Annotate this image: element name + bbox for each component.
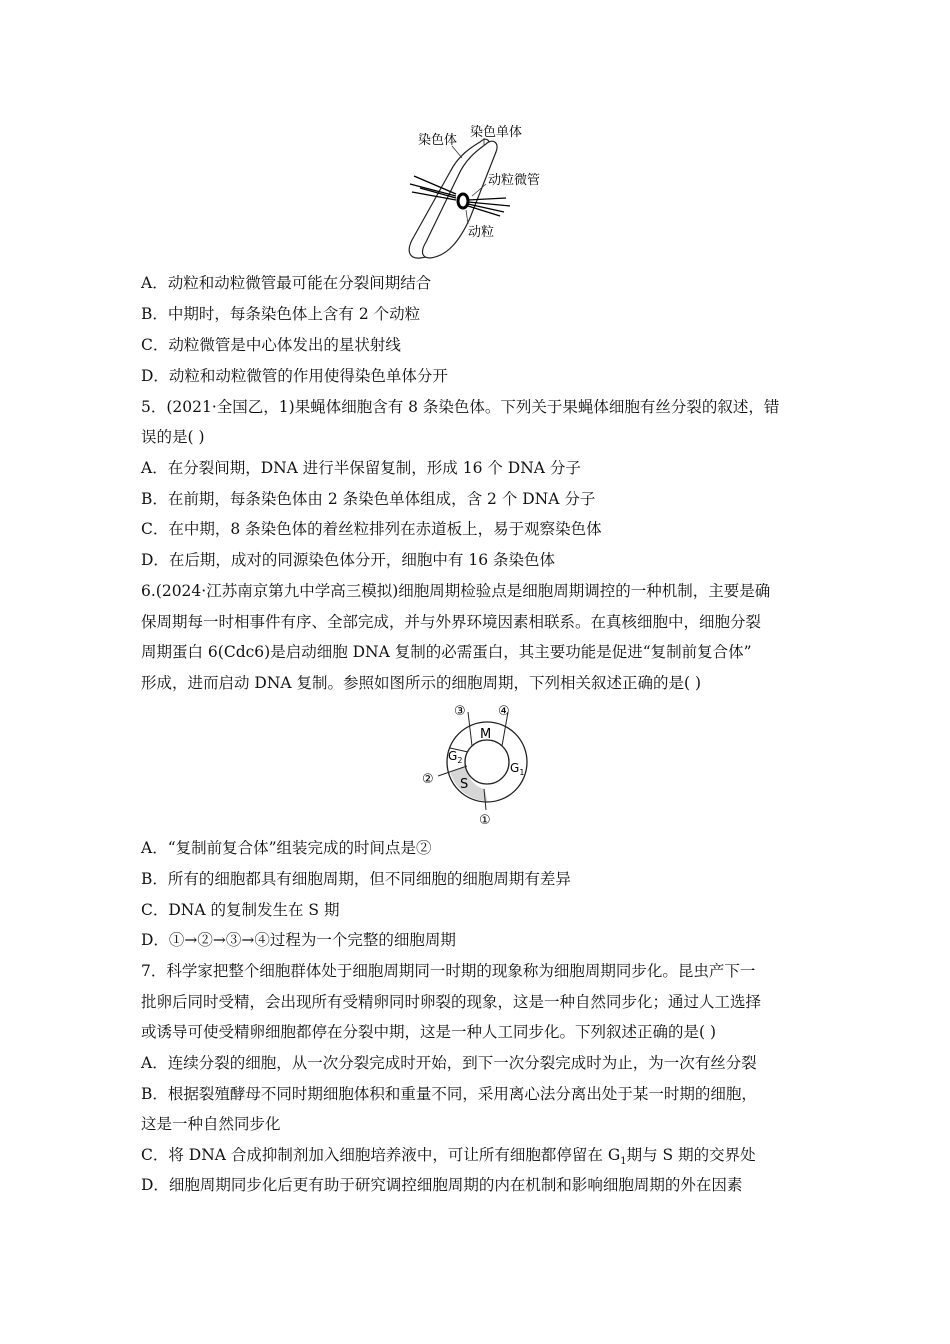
label-microtubule: 动粒微管 [488, 173, 541, 188]
q5-stem-line2: 误的是( ) [141, 428, 205, 446]
q7-option-c-sub: 1 [620, 1156, 627, 1168]
q6-stem-line1: 6.(2024·江苏南京第九中学高三模拟)细胞周期检验点是细胞周期调控的一种机制，主要是确 [141, 582, 771, 600]
q6-option-a: A．“复制前复合体”组装完成的时间点是② [141, 839, 432, 857]
label-chromosome: 染色体 [418, 133, 458, 148]
q4-option-c: C．动粒微管是中心体发出的星状射线 [141, 336, 401, 354]
q5-option-d: D．在后期，成对的同源染色体分开，细胞中有 16 条染色体 [141, 551, 556, 569]
chromosome-figure [400, 118, 560, 266]
q7-option-d: D．细胞周期同步化后更有助于研究调控细胞周期的内在机制和影响细胞周期的外在因素 [141, 1176, 743, 1194]
q4-option-a: A．动粒和动粒微管最可能在分裂间期结合 [141, 274, 432, 292]
q6-stem-line3: 周期蛋白 6(Cdc6)是启动细胞 DNA 复制的必需蛋白，其主要功能是促进“复制前复合体” [141, 643, 752, 661]
point-2-label: ② [422, 772, 434, 787]
label-chromatid: 染色单体 [470, 125, 523, 140]
q7-option-b-line2: 这是一种自然同步化 [141, 1115, 281, 1133]
q6-stem-line2: 保周期每一时相事件有序、全部完成，并与外界环境因素相联系。在真核细胞中，细胞分裂 [141, 613, 762, 631]
q5-option-c: C．在中期，8 条染色体的着丝粒排列在赤道板上，易于观察染色体 [141, 520, 602, 538]
inner-ring [465, 740, 509, 784]
phase-s-label: S [460, 777, 469, 792]
q6-option-c: C．DNA 的复制发生在 S 期 [141, 901, 340, 919]
q7-option-c-post: 期与 S 期的交界处 [626, 1146, 756, 1164]
phase-g1-label: $G_1$ [510, 761, 525, 777]
point-1-label: ① [479, 813, 491, 828]
q4-option-d: D．动粒和动粒微管的作用使得染色单体分开 [141, 367, 448, 385]
q7-option-b-line1: B．根据裂殖酵母不同时期细胞体积和重量不同，采用离心法分离出处于某一时期的细胞， [141, 1085, 757, 1103]
phase-g2-label: $G_2$ [448, 749, 463, 765]
point-3-label: ③ [454, 704, 466, 719]
q7-option-a: A．连续分裂的细胞，从一次分裂完成时开始，到下一次分裂完成时为止，为一次有丝分裂 [141, 1054, 757, 1072]
q7-option-c-pre: C．将 DNA 合成抑制剂加入细胞培养液中，可让所有细胞都停留在 G [141, 1146, 621, 1164]
q7-option-c [141, 1144, 756, 1166]
q6-option-b: B．所有的细胞都具有细胞周期，但不同细胞的细胞周期有差异 [141, 870, 571, 888]
label-kinetochore: 动粒 [468, 225, 495, 240]
q5-option-b: B．在前期，每条染色体由 2 条染色单体组成，含 2 个 DNA 分子 [141, 490, 596, 508]
cell-cycle-figure [410, 700, 540, 830]
q7-stem-line1: 7．科学家把整个细胞群体处于细胞周期同一时期的现象称为细胞周期同步化。昆虫产下一 [141, 962, 756, 980]
q5-stem-line1: 5．(2021·全国乙，1)果蝇体细胞含有 8 条染色体。下列关于果蝇体细胞有丝分裂的叙述，错 [141, 398, 780, 416]
q4-option-b: B．中期时，每条染色体上含有 2 个动粒 [141, 305, 421, 323]
q6-stem-line4: 形成，进而启动 DNA 复制。参照如图所示的细胞周期，下列相关叙述正确的是( ) [141, 674, 702, 692]
q6-option-d: D．①→②→③→④过程为一个完整的细胞周期 [141, 931, 456, 949]
q7-stem-line3: 或诱导可使受精卵细胞都停在分裂中期，这是一种人工同步化。下列叙述正确的是( ) [141, 1023, 717, 1041]
q7-stem-line2: 批卵后同时受精，会出现所有受精卵同时卵裂的现象，这是一种自然同步化；通过人工选择 [141, 993, 762, 1011]
point-4-label: ④ [498, 704, 510, 719]
phase-m-label: M [480, 727, 492, 742]
q5-option-a: A．在分裂间期，DNA 进行半保留复制，形成 16 个 DNA 分子 [141, 459, 581, 477]
